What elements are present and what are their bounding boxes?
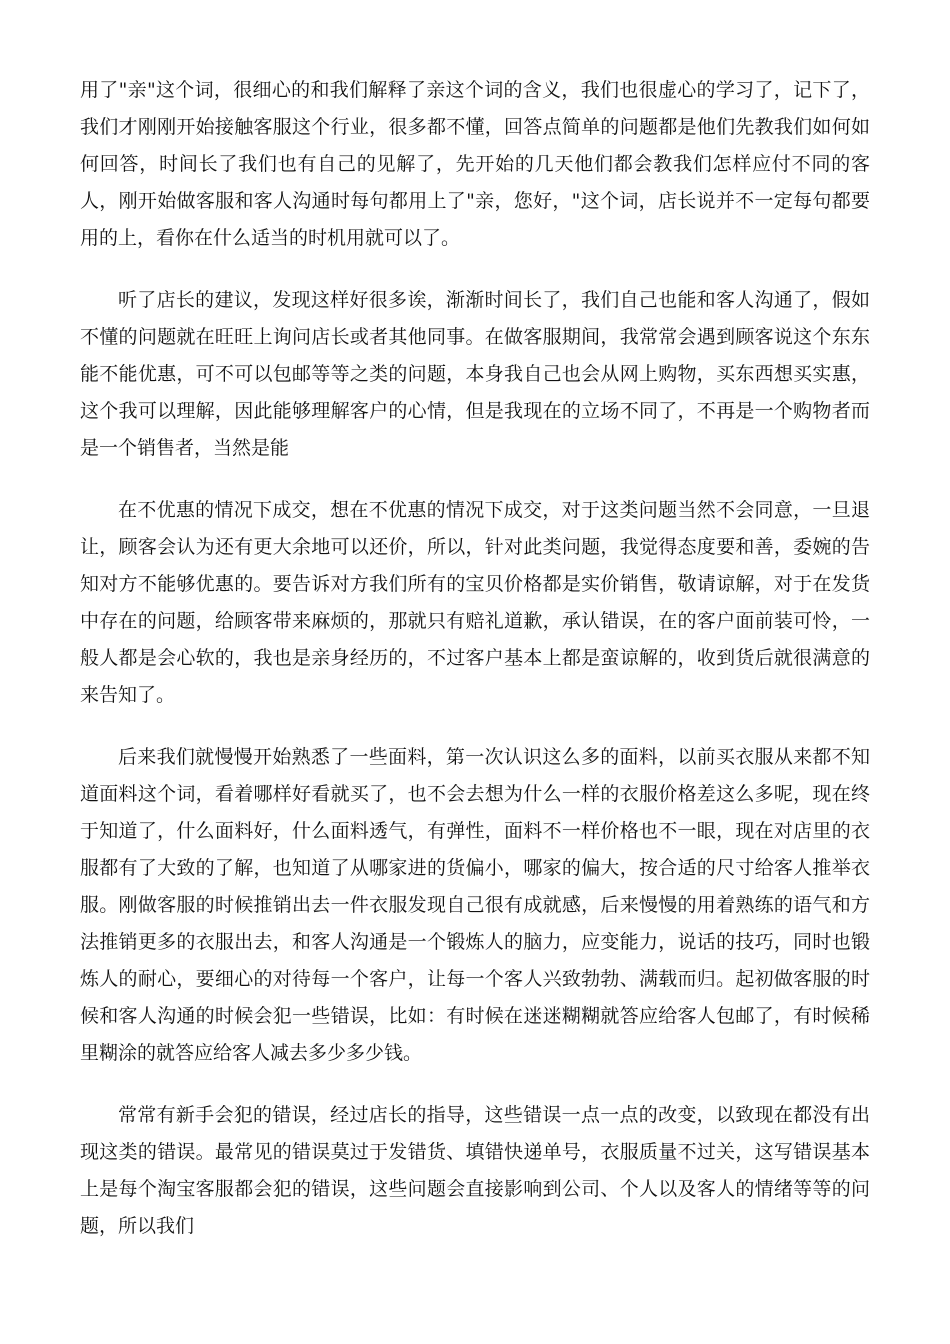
paragraph-4: 后来我们就慢慢开始熟悉了一些面料，第一次认识这么多的面料，以前买衣服从来都不知道面料这个词，看着哪样好看就买了，也不会去想为什么一样的衣服价格差这么多呢，现在终于知道了，什么面料好，什么面料透气，有弹性，面料不一样价格也不一眼，现在对店里的衣服都有了大致的了解，也知道了从哪家进的货偏小，哪家的偏大，按合适的尺寸给客人推举衣服。刚做客服的时候推销出去一件衣服发现自己很有成就感，后来慢慢的用着熟练的语气和方法推销更多的衣服出去，和客人沟通是一个锻炼人的脑力，应变能力，说话的技巧，同时也锻炼人的耐心，要细心的对待每一个客户，让每一个客人兴致勃勃、满载而归。起初做客服的时候和客人沟通的时候会犯一些错误，比如：有时候在迷迷糊糊就答应给客人包邮了，有时候稀里糊涂的就答应给客人减去多少多少钱。 — [80, 746, 870, 1064]
paragraph-3: 在不优惠的情况下成交，想在不优惠的情况下成交，对于这类问题当然不会同意，一旦退让，顾客会认为还有更大余地可以还价，所以，针对此类问题，我觉得态度要和善，委婉的告知对方不能够优惠的。要告诉对方我们所有的宝贝价格都是实价销售，敬请谅解，对于在发货中存在的问题，给顾客带来麻烦的，那就只有赔礼道歉，承认错误，在的客户面前装可怜，一般人都是会心软的，我也是亲身经历的，不过客户基本上都是蛮谅解的，收到货后就很满意的来告知了。 — [80, 499, 870, 706]
paragraph-1: 用了"亲"这个词，很细心的和我们解释了亲这个词的含义，我们也很虚心的学习了，记下了，我们才刚刚开始接触客服这个行业，很多都不懂，回答点简单的问题都是他们先教我们如何如何回答，时间长了我们也有自己的见解了，先开始的几天他们都会教我们怎样应付不同的客人，刚开始做客服和客人沟通时每句都用上了"亲，您好，"这个词，店长说并不一定每句都要用的上，看你在什么适当的时机用就可以了。 — [80, 79, 870, 249]
paragraph-2: 听了店长的建议，发现这样好很多诶，渐渐时间长了，我们自己也能和客人沟通了，假如不懂的问题就在旺旺上询问店长或者其他同事。在做客服期间，我常常会遇到顾客说这个东东能不能优惠，可不可以包邮等等之类的问题，本身我自己也会从网上购物，买东西想买实惠，这个我可以理解，因此能够理解客户的心情，但是我现在的立场不同了，不再是一个购物者而是一个销售者，当然是能 — [80, 289, 870, 459]
document-page — [80, 72, 870, 1270]
paragraph-5: 常常有新手会犯的错误，经过店长的指导，这些错误一点一点的改变，以致现在都没有出现这类的错误。最常见的错误莫过于发错货、填错快递单号，衣服质量不过关，这写错误基本上是每个淘宝客服都会犯的错误，这些问题会直接影响到公司、个人以及客人的情绪等等的问题，所以我们 — [80, 1104, 870, 1237]
